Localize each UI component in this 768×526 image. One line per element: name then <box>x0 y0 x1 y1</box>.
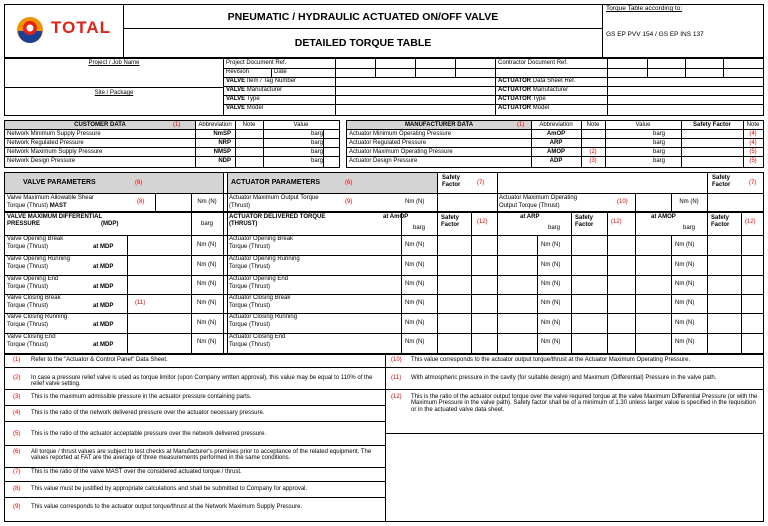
adt-title: ACTUATOR DELIVERED TORQUE <box>229 214 326 220</box>
vmdp-title-3: (MDP) <box>101 221 119 227</box>
customer-data-title: CUSTOMER DATA <box>74 122 126 128</box>
mast-label-2: Torque (Thrust) MAST <box>7 203 67 209</box>
header-title-box <box>123 4 603 58</box>
actuator-torque-label: Actuator Opening Running <box>229 256 300 262</box>
note-number: (8) <box>13 486 21 492</box>
note-text: This is the maximum admissible pressure in the actuator pressure containing parts. <box>31 394 252 400</box>
actuator-max-op-label-2: Output Torque (Thrust) <box>499 203 560 209</box>
manufacturer-abbr-header: Abbreviation <box>539 122 573 128</box>
doc-ref-label: Project Document Ref. <box>226 60 287 66</box>
mast-note: (8) <box>137 199 145 205</box>
torque-table <box>4 212 764 354</box>
actuator-max-output-label-2: (Thrust) <box>229 203 250 209</box>
note-number: (11) <box>391 375 402 381</box>
valve-unit: Nm (N) <box>197 320 217 326</box>
customer-value-header: Value <box>293 122 309 128</box>
at-amop-lower-label: at AmOP <box>383 214 409 220</box>
customer-row-unit: barg <box>311 158 324 164</box>
actuator-max-output-label: Actuator Maximum Output Torque <box>229 195 319 201</box>
parameters-table <box>4 172 764 212</box>
manufacturer-row-label: Actuator Maximum Operating Pressure <box>349 149 453 155</box>
customer-row-abbr: NDP <box>218 158 231 164</box>
valve-torque-label: Valve Closing End <box>7 334 56 340</box>
customer-note-header: Note <box>242 122 256 128</box>
manufacturer-row-note2: (5) <box>749 158 757 164</box>
act-unit-a: Nm (N) <box>405 339 425 345</box>
at-amop-lower-unit: barg <box>412 225 425 231</box>
at-mdp: at MDP <box>93 342 114 348</box>
actuator-torque-label-2: Torque (Thrust) <box>229 244 271 250</box>
note-text: This value corresponds to the actuator output torque/thrust at the Network Maximum Supply Pressure. <box>31 504 303 510</box>
customer-row-unit: barg <box>311 140 324 146</box>
act-unit-b: Nm (N) <box>541 320 561 326</box>
valve-torque-label-2: Torque (Thrust) <box>7 244 49 250</box>
manufacturer-row-note2: (5) <box>749 149 757 155</box>
vmdp-unit: barg <box>200 221 213 227</box>
at-mdp: at MDP <box>93 244 114 250</box>
at-amop-upper-unit: barg <box>682 225 695 231</box>
aot-note: (9) <box>345 199 353 205</box>
note-number: (12) <box>391 394 402 400</box>
customer-row-abbr: NmSP <box>213 131 231 137</box>
contractor-ref-label: Contractor Document Ref. <box>498 60 568 66</box>
note-number: (1) <box>13 357 21 363</box>
header-ref-box <box>602 4 764 58</box>
header-logo-box <box>4 4 124 58</box>
mast-label: Valve Maximum Allowable Shear <box>7 195 94 201</box>
ref-value: GS EP PVV 154 / GS EP INS 137 <box>606 31 704 38</box>
manufacturer-row-label: Actuator Minimum Operating Pressure <box>349 131 452 137</box>
customer-row-label: Network Regulated Pressure <box>7 140 84 146</box>
act-unit-c: Nm (N) <box>675 320 695 326</box>
valve-manufacturer-label: VALVE Manufacturer <box>226 87 283 93</box>
note-text: This is the ratio of the actuator acceptable pressure over the network delivered pressure. <box>31 431 267 437</box>
note-text: This is the ratio of the network delivered pressure over the actuator necessary pressure. <box>31 410 265 416</box>
valve-unit: Nm (N) <box>197 242 217 248</box>
actuator-torque-label-2: Torque (Thrust) <box>229 284 271 290</box>
customer-row-label: Network Maximum Supply Pressure <box>7 149 103 155</box>
vmdp-title: VALVE MAXIMUM DIFFERENTIAL <box>7 214 103 220</box>
ref-label: Torque Table according to: <box>606 5 683 12</box>
manufacturer-sf-header: Safety Factor <box>692 122 731 128</box>
note-number: (6) <box>13 449 21 455</box>
note-number: (9) <box>13 504 21 510</box>
date-label: Date <box>274 69 287 75</box>
torque-note-12-c: (12) <box>745 219 756 225</box>
actuator-torque-label-2: Torque (Thrust) <box>229 342 271 348</box>
actuator-torque-label: Actuator Closing End <box>229 334 286 340</box>
valve-torque-label-2: Torque (Thrust) <box>7 284 49 290</box>
manufacturer-row-unit: barg <box>653 131 666 137</box>
manufacturer-value-header: Value <box>635 122 651 128</box>
torque-sf-label-2: Safety Factor <box>575 215 594 228</box>
valve-unit: Nm (N) <box>197 281 217 287</box>
customer-row-abbr: NRP <box>218 140 231 146</box>
manufacturer-row-unit: barg <box>653 149 666 155</box>
valve-unit: Nm (N) <box>197 339 217 345</box>
valve-item-label: VALVE Item / Tag Number <box>226 78 297 84</box>
actuator-parameters-note: (6) <box>345 180 353 186</box>
at-arp-unit: barg <box>547 225 560 231</box>
valve-torque-label-2: Torque (Thrust) <box>7 322 49 328</box>
note-text: This value must be justified by appropriate calculations and shall be submitted to Company for approval. <box>31 486 308 492</box>
manufacturer-row-note: (2) <box>589 149 597 155</box>
act-unit-c: Nm (N) <box>675 339 695 345</box>
torque-note-12-a: (12) <box>477 219 488 225</box>
customer-abbr-header: Abbreviation <box>198 122 232 128</box>
manufacturer-row-note2: (4) <box>749 131 757 137</box>
customer-row-unit: barg <box>311 149 324 155</box>
safety-factor-label-2: Safety Factor <box>712 175 731 188</box>
note-text: In case a pressure relief valve is used as torque limitor (upon Company written approval), this value may be equal to 110% of the relief valve setting. <box>31 375 373 388</box>
at-amop-upper-label: at AMOP <box>651 214 676 220</box>
note-text: This value corresponds to the actuator output torque/thrust at the Actuator Maximum Operating Pressure. <box>411 357 691 363</box>
act-unit-c: Nm (N) <box>675 242 695 248</box>
actuator-sheet-label: ACTUATOR Data Sheet Ref. <box>498 78 576 84</box>
customer-note: (1) <box>173 122 181 128</box>
note-text: All torque / thrust values are subject to test checks at Manufacturer's premises prior to acceptance of the related equipment. The values reported at FAT are the average of three measurements performed in the same conditions. <box>31 449 372 462</box>
valve-torque-label: Valve Closing Break <box>7 295 61 301</box>
doc-title-2: DETAILED TORQUE TABLE <box>294 37 432 49</box>
manufacturer-row-abbr: AmOP <box>546 131 566 137</box>
safety-factor-note-2: (7) <box>749 180 757 186</box>
note-number: (5) <box>13 431 21 437</box>
act-unit-c: Nm (N) <box>675 300 695 306</box>
valve-model-label: VALVE Model <box>226 105 264 111</box>
amot-note: (10) <box>617 199 628 205</box>
valve-torque-label: Valve Opening Break <box>7 236 64 242</box>
torque-note-12-b: (12) <box>611 219 622 225</box>
act-unit-b: Nm (N) <box>541 339 561 345</box>
amot-unit: Nm (N) <box>679 199 699 205</box>
actuator-type-label: ACTUATOR Type <box>498 96 546 102</box>
act-unit-b: Nm (N) <box>541 242 561 248</box>
safety-factor-label: Safety Factor <box>442 175 461 188</box>
customer-data-table <box>4 120 340 168</box>
note-number: (3) <box>13 394 21 400</box>
actuator-torque-label-2: Torque (Thrust) <box>229 303 271 309</box>
note-number: (2) <box>13 375 21 381</box>
manufacturer-row-abbr: ADP <box>549 158 563 164</box>
manufacturer-note2-header: Note <box>746 122 760 128</box>
act-unit-a: Nm (N) <box>405 281 425 287</box>
valve-torque-label: Valve Closing Running <box>7 314 68 320</box>
valve-unit: Nm (N) <box>197 262 217 268</box>
actuator-torque-label-2: Torque (Thrust) <box>229 322 271 328</box>
valve-unit: Nm (N) <box>197 300 217 306</box>
manufacturer-note: (1) <box>517 122 525 128</box>
manufacturer-row-label: Actuator Design Pressure <box>349 158 418 164</box>
note-number: (10) <box>391 357 402 363</box>
manufacturer-row-note: (3) <box>589 158 597 164</box>
safety-factor-note: (7) <box>477 180 485 186</box>
act-unit-a: Nm (N) <box>405 242 425 248</box>
actuator-torque-label-2: Torque (Thrust) <box>229 264 271 270</box>
at-arp-label: at ARP <box>520 214 540 220</box>
valve-torque-label-2: Torque (Thrust) <box>7 264 49 270</box>
note-text: Refer to the "Actuator & Control Panel" Data Sheet. <box>31 357 168 363</box>
notes-block <box>4 354 764 522</box>
aot-unit: Nm (N) <box>405 199 425 205</box>
act-unit-c: Nm (N) <box>675 262 695 268</box>
customer-row-abbr: NMSP <box>213 149 231 155</box>
mast-unit: Nm (N) <box>197 199 217 205</box>
act-unit-b: Nm (N) <box>541 300 561 306</box>
act-unit-b: Nm (N) <box>541 262 561 268</box>
note-number: (7) <box>13 469 21 475</box>
manufacturer-row-note2: (4) <box>749 140 757 146</box>
manufacturer-row-label: Actuator Regulated Pressure <box>349 140 427 146</box>
act-unit-b: Nm (N) <box>541 281 561 287</box>
actuator-max-op-label: Actuator Maximum Operating <box>499 195 578 201</box>
torque-sf-label-3: Safety Factor <box>711 215 730 228</box>
act-unit-c: Nm (N) <box>675 281 695 287</box>
act-unit-a: Nm (N) <box>405 300 425 306</box>
vmdp-title-2: PRESSURE <box>7 221 41 227</box>
actuator-parameters-title: ACTUATOR PARAMETERS <box>231 179 321 186</box>
customer-row-label: Network Design Pressure <box>7 158 76 164</box>
valve-torque-label: Valve Opening Running <box>7 256 70 262</box>
customer-row-label: Network Minimum Supply Pressure <box>7 131 101 137</box>
manufacturer-row-abbr: AMOP <box>547 149 565 155</box>
actuator-torque-label: Actuator Closing Running <box>229 314 298 320</box>
manufacturer-data-table <box>346 120 764 168</box>
actuator-torque-label: Actuator Opening Break <box>229 236 294 242</box>
total-logo-icon <box>15 15 45 45</box>
manufacturer-data-title: MANUFACTURER DATA <box>404 122 474 128</box>
revision-label: Revision <box>226 69 250 75</box>
valve-parameters-note: (6) <box>135 180 143 186</box>
note-text: This is the ratio of the valve MAST over the considered actuated torque / thrust. <box>31 469 242 475</box>
at-mdp: at MDP <box>93 303 114 309</box>
at-mdp: at MDP <box>93 284 114 290</box>
note-number: (4) <box>13 410 21 416</box>
adt-title-2: (THRUST) <box>229 221 258 227</box>
manufacturer-row-abbr: ARP <box>549 140 563 146</box>
manufacturer-row-unit: barg <box>653 158 666 164</box>
at-mdp: at MDP <box>93 322 114 328</box>
actuator-model-label: ACTUATOR Model <box>498 105 550 111</box>
actuator-manufacturer-label: ACTUATOR Manufacturer <box>498 87 569 93</box>
note-text: With atmospheric pressure in the cavity (for suitable design) and Maximum (Differential) Pressure in the valve path. <box>411 375 717 381</box>
act-unit-a: Nm (N) <box>405 262 425 268</box>
act-unit-a: Nm (N) <box>405 320 425 326</box>
valve-parameters-title: VALVE PARAMETERS <box>23 179 96 186</box>
at-mdp: at MDP <box>93 264 114 270</box>
note-11: (11) <box>135 300 146 306</box>
valve-torque-label-2: Torque (Thrust) <box>7 303 49 309</box>
manufacturer-row-unit: barg <box>653 140 666 146</box>
customer-row-unit: barg <box>311 131 324 137</box>
logo-text: TOTAL <box>51 18 112 37</box>
valve-torque-label: Valve Opening End <box>7 276 59 282</box>
doc-title-1: PNEUMATIC / HYDRAULIC ACTUATED ON/OFF VALVE <box>227 11 499 23</box>
actuator-torque-label: Actuator Closing Break <box>229 295 291 301</box>
actuator-torque-label: Actuator Opening End <box>229 276 289 282</box>
valve-torque-label-2: Torque (Thrust) <box>7 342 49 348</box>
valve-type-label: VALVE Type <box>226 96 260 102</box>
site-package-label: Site / Package <box>94 90 134 96</box>
note-text: This is the ratio of the actuator output torque over the valve required torque at the valve Maximum Differential Pressure (or with the Maximum Pressure in the valve path). Safety factor shall be of a minimum of 1.30 unless larger value is specified in the requisition or in the actuated valve data sheet. <box>411 394 758 413</box>
project-job-label: Project / Job Name <box>88 60 140 66</box>
manufacturer-note-header: Note <box>586 122 600 128</box>
torque-sf-label-1: Safety Factor <box>441 215 460 228</box>
project-block <box>4 58 764 116</box>
